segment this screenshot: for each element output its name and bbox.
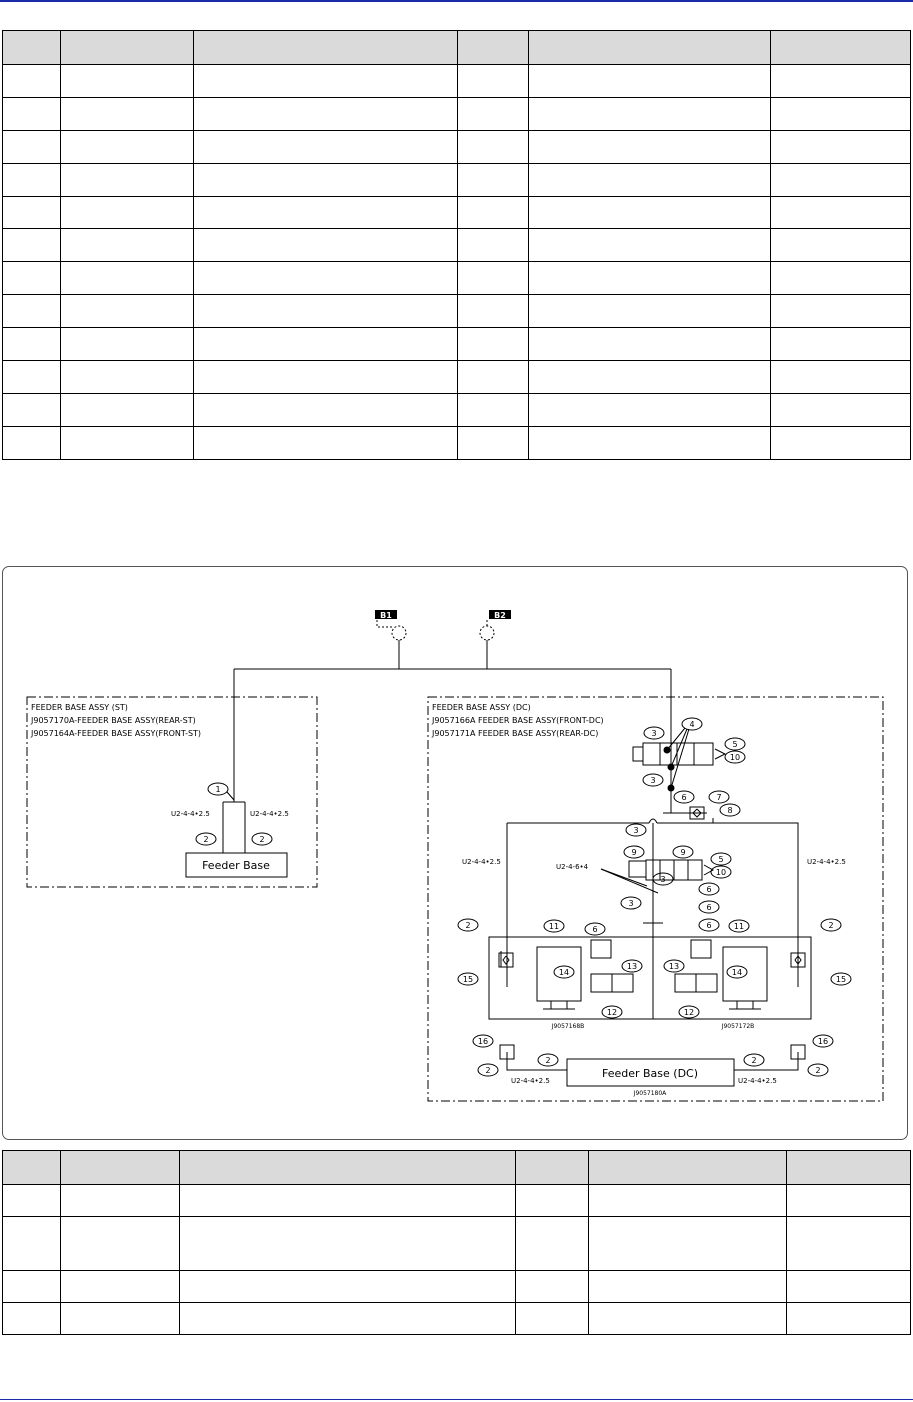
callout-2g-label: 2 bbox=[751, 1056, 757, 1065]
dc-tube-right-label: U2-4-4•2.5 bbox=[807, 858, 846, 866]
table-row bbox=[3, 328, 911, 361]
st-assy-line1: J9057170A-FEEDER BASE ASSY(REAR-ST) bbox=[31, 716, 196, 725]
parts-table-top bbox=[2, 30, 911, 460]
callout-10b-label: 10 bbox=[715, 868, 727, 877]
dc-tube-mid-label: U2-4-6•4 bbox=[556, 863, 589, 871]
callout-13-label: 13 bbox=[626, 962, 638, 971]
table-row bbox=[3, 295, 911, 328]
table-header-row bbox=[3, 31, 911, 65]
callout-9-label: 9 bbox=[631, 848, 637, 857]
callout-3c-label: 3 bbox=[650, 776, 656, 785]
st-assy-box bbox=[27, 697, 317, 887]
header-rule bbox=[0, 0, 913, 2]
parts-table-bottom bbox=[2, 1150, 911, 1335]
callout-2b-label: 2 bbox=[259, 835, 265, 844]
callout-15b-label: 15 bbox=[835, 975, 847, 984]
valve-block-right bbox=[653, 937, 811, 1019]
callout-16-label: 16 bbox=[477, 1037, 489, 1046]
callout-13b-label: 13 bbox=[668, 962, 680, 971]
table-row bbox=[3, 361, 911, 394]
table-row bbox=[3, 1217, 911, 1271]
flow-control-11-right bbox=[691, 940, 711, 958]
table-row bbox=[3, 1185, 911, 1217]
port-b1 bbox=[392, 626, 406, 640]
callout-12-label: 12 bbox=[606, 1008, 618, 1017]
flow-control-11-left bbox=[591, 940, 611, 958]
dc-tube-bottom-right-label: U2-4-4•2.5 bbox=[738, 1077, 777, 1085]
table-row bbox=[3, 1271, 911, 1303]
callout-14-label: 14 bbox=[558, 968, 570, 977]
callout-6c-label: 6 bbox=[706, 903, 712, 912]
callout-16b-label: 16 bbox=[817, 1037, 829, 1046]
table-row bbox=[3, 196, 911, 229]
dc-assy-title: FEEDER BASE ASSY (DC) bbox=[432, 703, 531, 712]
dc-assy-line2: J9057171A FEEDER BASE ASSY(REAR-DC) bbox=[432, 729, 599, 738]
callout-8-label: 8 bbox=[727, 806, 733, 815]
dc-tube-bottom-left-label: U2-4-4•2.5 bbox=[511, 1077, 550, 1085]
dc-assy-line1: J9057166A FEEDER BASE ASSY(FRONT-DC) bbox=[432, 716, 604, 725]
marker-b1-label: B1 bbox=[380, 611, 392, 620]
table-row bbox=[3, 426, 911, 459]
callout-10-label: 10 bbox=[729, 753, 741, 762]
table-row bbox=[3, 163, 911, 196]
callout-5b-label: 5 bbox=[718, 855, 724, 864]
pneumatic-diagram-panel bbox=[2, 566, 908, 1140]
callout-5-label: 5 bbox=[732, 740, 738, 749]
dc-assy-box bbox=[428, 697, 883, 1101]
callout-2e-label: 2 bbox=[485, 1066, 491, 1075]
table-row bbox=[3, 130, 911, 163]
callout-1-label: 1 bbox=[215, 785, 221, 794]
callout-9b-label: 9 bbox=[680, 848, 686, 857]
callout-15-label: 15 bbox=[462, 975, 474, 984]
callout-11b-label: 11 bbox=[733, 922, 745, 931]
st-tube-left-label: U2-4-4•2.5 bbox=[171, 810, 210, 818]
callout-14b-label: 14 bbox=[731, 968, 743, 977]
table-row bbox=[3, 393, 911, 426]
pneumatic-diagram bbox=[3, 567, 909, 1141]
callout-11-label: 11 bbox=[548, 922, 560, 931]
callout-6-label: 6 bbox=[681, 793, 687, 802]
callout-3d-label: 3 bbox=[633, 826, 639, 835]
callout-2-label: 2 bbox=[203, 835, 209, 844]
callout-6d-label: 6 bbox=[592, 925, 598, 934]
callout-3f-label: 3 bbox=[628, 899, 634, 908]
callout-12b-label: 12 bbox=[683, 1008, 695, 1017]
st-feeder-base-label: Feeder Base bbox=[202, 859, 270, 872]
solenoid-valve-top bbox=[643, 743, 713, 765]
callout-7-label: 7 bbox=[716, 793, 722, 802]
left-block-code: J9057168B bbox=[551, 1023, 585, 1030]
marker-b2-label: B2 bbox=[494, 611, 506, 620]
dc-feeder-base-label: Feeder Base (DC) bbox=[601, 1067, 699, 1080]
table-row bbox=[3, 1303, 911, 1335]
dc-tube-left-label: U2-4-4•2.5 bbox=[462, 858, 501, 866]
valve-block-left bbox=[489, 937, 653, 1019]
st-tube-right-label: U2-4-4•2.5 bbox=[250, 810, 289, 818]
callout-2h-label: 2 bbox=[815, 1066, 821, 1075]
footer-rule bbox=[0, 1399, 913, 1400]
table-row bbox=[3, 65, 911, 98]
callout-4-label: 4 bbox=[689, 720, 695, 729]
port-b2 bbox=[480, 626, 494, 640]
right-block-code: J9057172B bbox=[721, 1023, 755, 1030]
table-row bbox=[3, 229, 911, 262]
callout-2f-label: 2 bbox=[545, 1056, 551, 1065]
table-row bbox=[3, 97, 911, 130]
table-header-row bbox=[3, 1151, 911, 1185]
callout-3-label: 3 bbox=[651, 729, 657, 738]
st-assy-line2: J9057164A-FEEDER BASE ASSY(FRONT-ST) bbox=[31, 729, 202, 738]
actuator-right bbox=[723, 947, 767, 1001]
callout-6e-label: 6 bbox=[706, 921, 712, 930]
callout-6b-label: 6 bbox=[706, 885, 712, 894]
table-row bbox=[3, 262, 911, 295]
callout-3e-label: 3 bbox=[660, 875, 666, 884]
st-assy-title: FEEDER BASE ASSY (ST) bbox=[31, 703, 128, 712]
callout-2d-label: 2 bbox=[828, 921, 834, 930]
dc-feeder-code: J9057180A bbox=[633, 1090, 667, 1097]
callout-2c-label: 2 bbox=[465, 921, 471, 930]
